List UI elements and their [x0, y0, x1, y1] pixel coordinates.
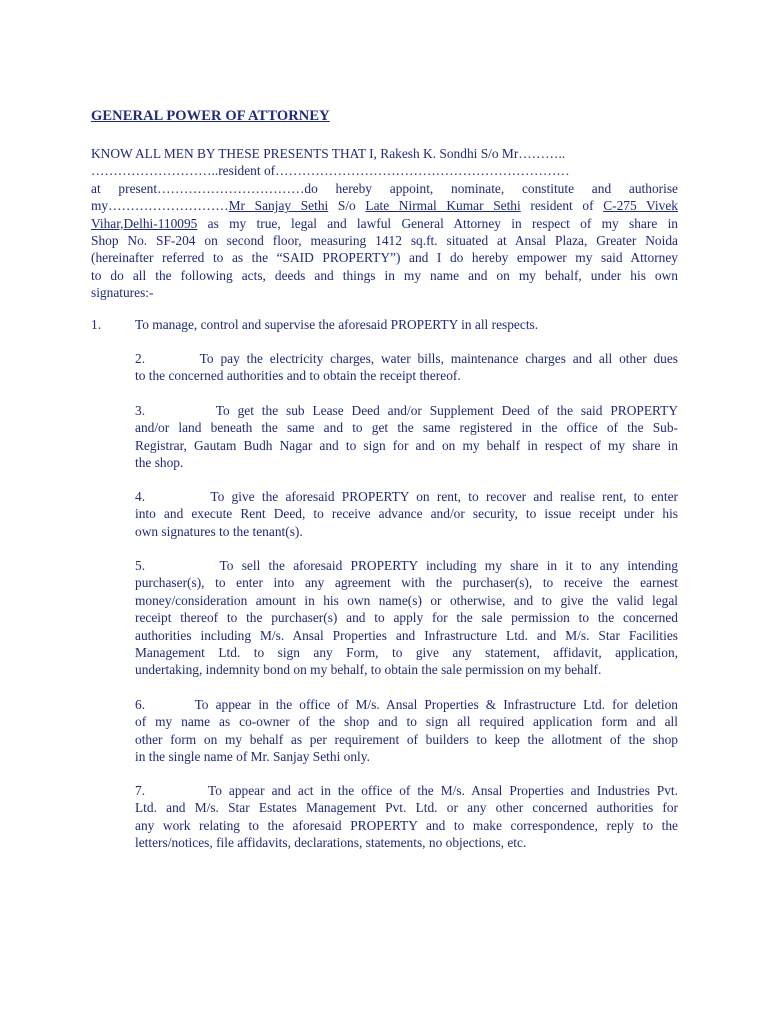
clause-line: undertaking, indemnity bond on my behalf, to obtain the sale permission on my behalf.: [135, 662, 602, 678]
clause-1: [91, 316, 538, 333]
clause-line: the shop.: [135, 455, 184, 471]
clause-line: 6. To appear in the office of M/s. Ansal Properties & Infrastructure Ltd. for deletion: [135, 697, 678, 712]
intro-line-2: ………………………..resident of…………………………………………………………: [91, 163, 570, 179]
intro-line-1: KNOW ALL MEN BY THESE PRESENTS THAT I, Rakesh K. Sondhi S/o Mr………..: [91, 146, 566, 161]
clause-line: To manage, control and supervise the aforesaid PROPERTY in all respects.: [135, 317, 539, 332]
clause-line: receipt thereof to the purchaser(s) and to apply for the sale permission to the concerned: [135, 610, 678, 626]
intro-paragraph: [91, 145, 678, 302]
clause-number: 2.: [135, 351, 146, 366]
clause-number: 1.: [91, 317, 102, 332]
clause-line: 3. To get the sub Lease Deed and/or Supplement Deed of the said PROPERTY: [135, 403, 678, 418]
clause-number: 4.: [135, 489, 146, 504]
attorney-name: Mr Sanjay Sethi: [228, 198, 329, 214]
clause-line: other form on my behalf as per requirement of builders to keep the allotment of the shop: [135, 731, 678, 747]
document-title: GENERAL POWER OF ATTORNEY: [91, 108, 330, 124]
clause-7: [135, 782, 678, 852]
clause-number: 3.: [135, 403, 146, 418]
address-part-1: C-275 Vivek: [603, 198, 678, 214]
clause-line: into and execute Rent Deed, to receive advance and/or security, to issue receipt under his: [135, 506, 678, 522]
clause-line: any work relating to the aforesaid PROPERTY and to make correspondence, reply to the: [135, 817, 678, 833]
clause-line: authorities including M/s. Ansal Properties and Infrastructure Ltd. and M/s. Star Facilities: [135, 627, 678, 643]
intro-line-9: signatures:-: [91, 285, 154, 301]
clause-line: 2. To pay the electricity charges, water bills, maintenance charges and all other dues: [135, 351, 678, 366]
clause-line: letters/notices, file affidavits, declarations, statements, no objections, etc.: [135, 835, 527, 851]
clause-line: purchaser(s), to enter into any agreement with the purchaser(s), to receive the earnest: [135, 575, 678, 591]
clause-line: Management Ltd. to sign any Form, to give any statement, affidavit, application,: [135, 645, 678, 661]
intro-line-4-a: my………………………: [91, 198, 229, 214]
clause-line: to the concerned authorities and to obtain the receipt thereof.: [135, 368, 461, 384]
intro-line-4-c: resident of: [520, 198, 604, 214]
intro-line-3: at present……………………………do hereby appoint, nominate, constitute and authorise: [91, 180, 678, 196]
clause-line: and/or land beneath the same and to get the same registered in the office of the Sub-: [135, 420, 678, 436]
clause-line: money/consideration amount in his own name(s) or otherwise, and to give the valid legal: [135, 592, 678, 608]
clause-line: Registrar, Gautam Budh Nagar and to sign for and on my behalf in respect of my share in: [135, 437, 678, 453]
clause-line: 5. To sell the aforesaid PROPERTY including my share in it to any intending: [135, 558, 678, 573]
father-name: Late Nirmal Kumar Sethi: [365, 198, 521, 214]
clause-line: 4. To give the aforesaid PROPERTY on rent, to recover and realise rent, to enter: [135, 489, 678, 504]
intro-line-8: to do all the following acts, deeds and things in my name and on my behalf, under his own: [91, 267, 678, 283]
clause-line: 7. To appear and act in the office of the M/s. Ansal Properties and Industries Pvt.: [135, 783, 678, 798]
intro-line-5-rest: as my true, legal and lawful General Attorney in respect of my share in: [197, 215, 678, 231]
intro-line-6: Shop No. SF-204 on second floor, measuring 1412 sq.ft. situated at Ansal Plaza, Greater Noida: [91, 233, 678, 249]
clause-number: 7.: [135, 783, 146, 798]
clause-line: of my name as co-owner of the shop and to sign all required application form and all: [135, 714, 678, 730]
clause-3: [135, 402, 678, 472]
clause-4: [135, 488, 678, 540]
clause-number: 5.: [135, 558, 146, 573]
clause-line: Ltd. and M/s. Star Estates Management Pvt. Ltd. or any other concerned authorities for: [135, 800, 678, 816]
clause-line: own signatures to the tenant(s).: [135, 523, 303, 539]
clause-2: [135, 350, 678, 385]
clause-number: 6.: [135, 697, 146, 712]
address-part-2: Vihar,Delhi-110095: [91, 215, 198, 231]
clause-6: [135, 696, 678, 766]
clause-line: in the single name of Mr. Sanjay Sethi only.: [135, 749, 370, 765]
clause-5: [135, 557, 678, 679]
intro-line-7: (hereinafter referred to as the “SAID PROPERTY”) and I do hereby empower my said Attorney: [91, 250, 678, 266]
intro-line-5: [91, 215, 678, 232]
intro-line-4: [91, 197, 678, 214]
intro-line-4-b: S/o: [328, 198, 366, 214]
